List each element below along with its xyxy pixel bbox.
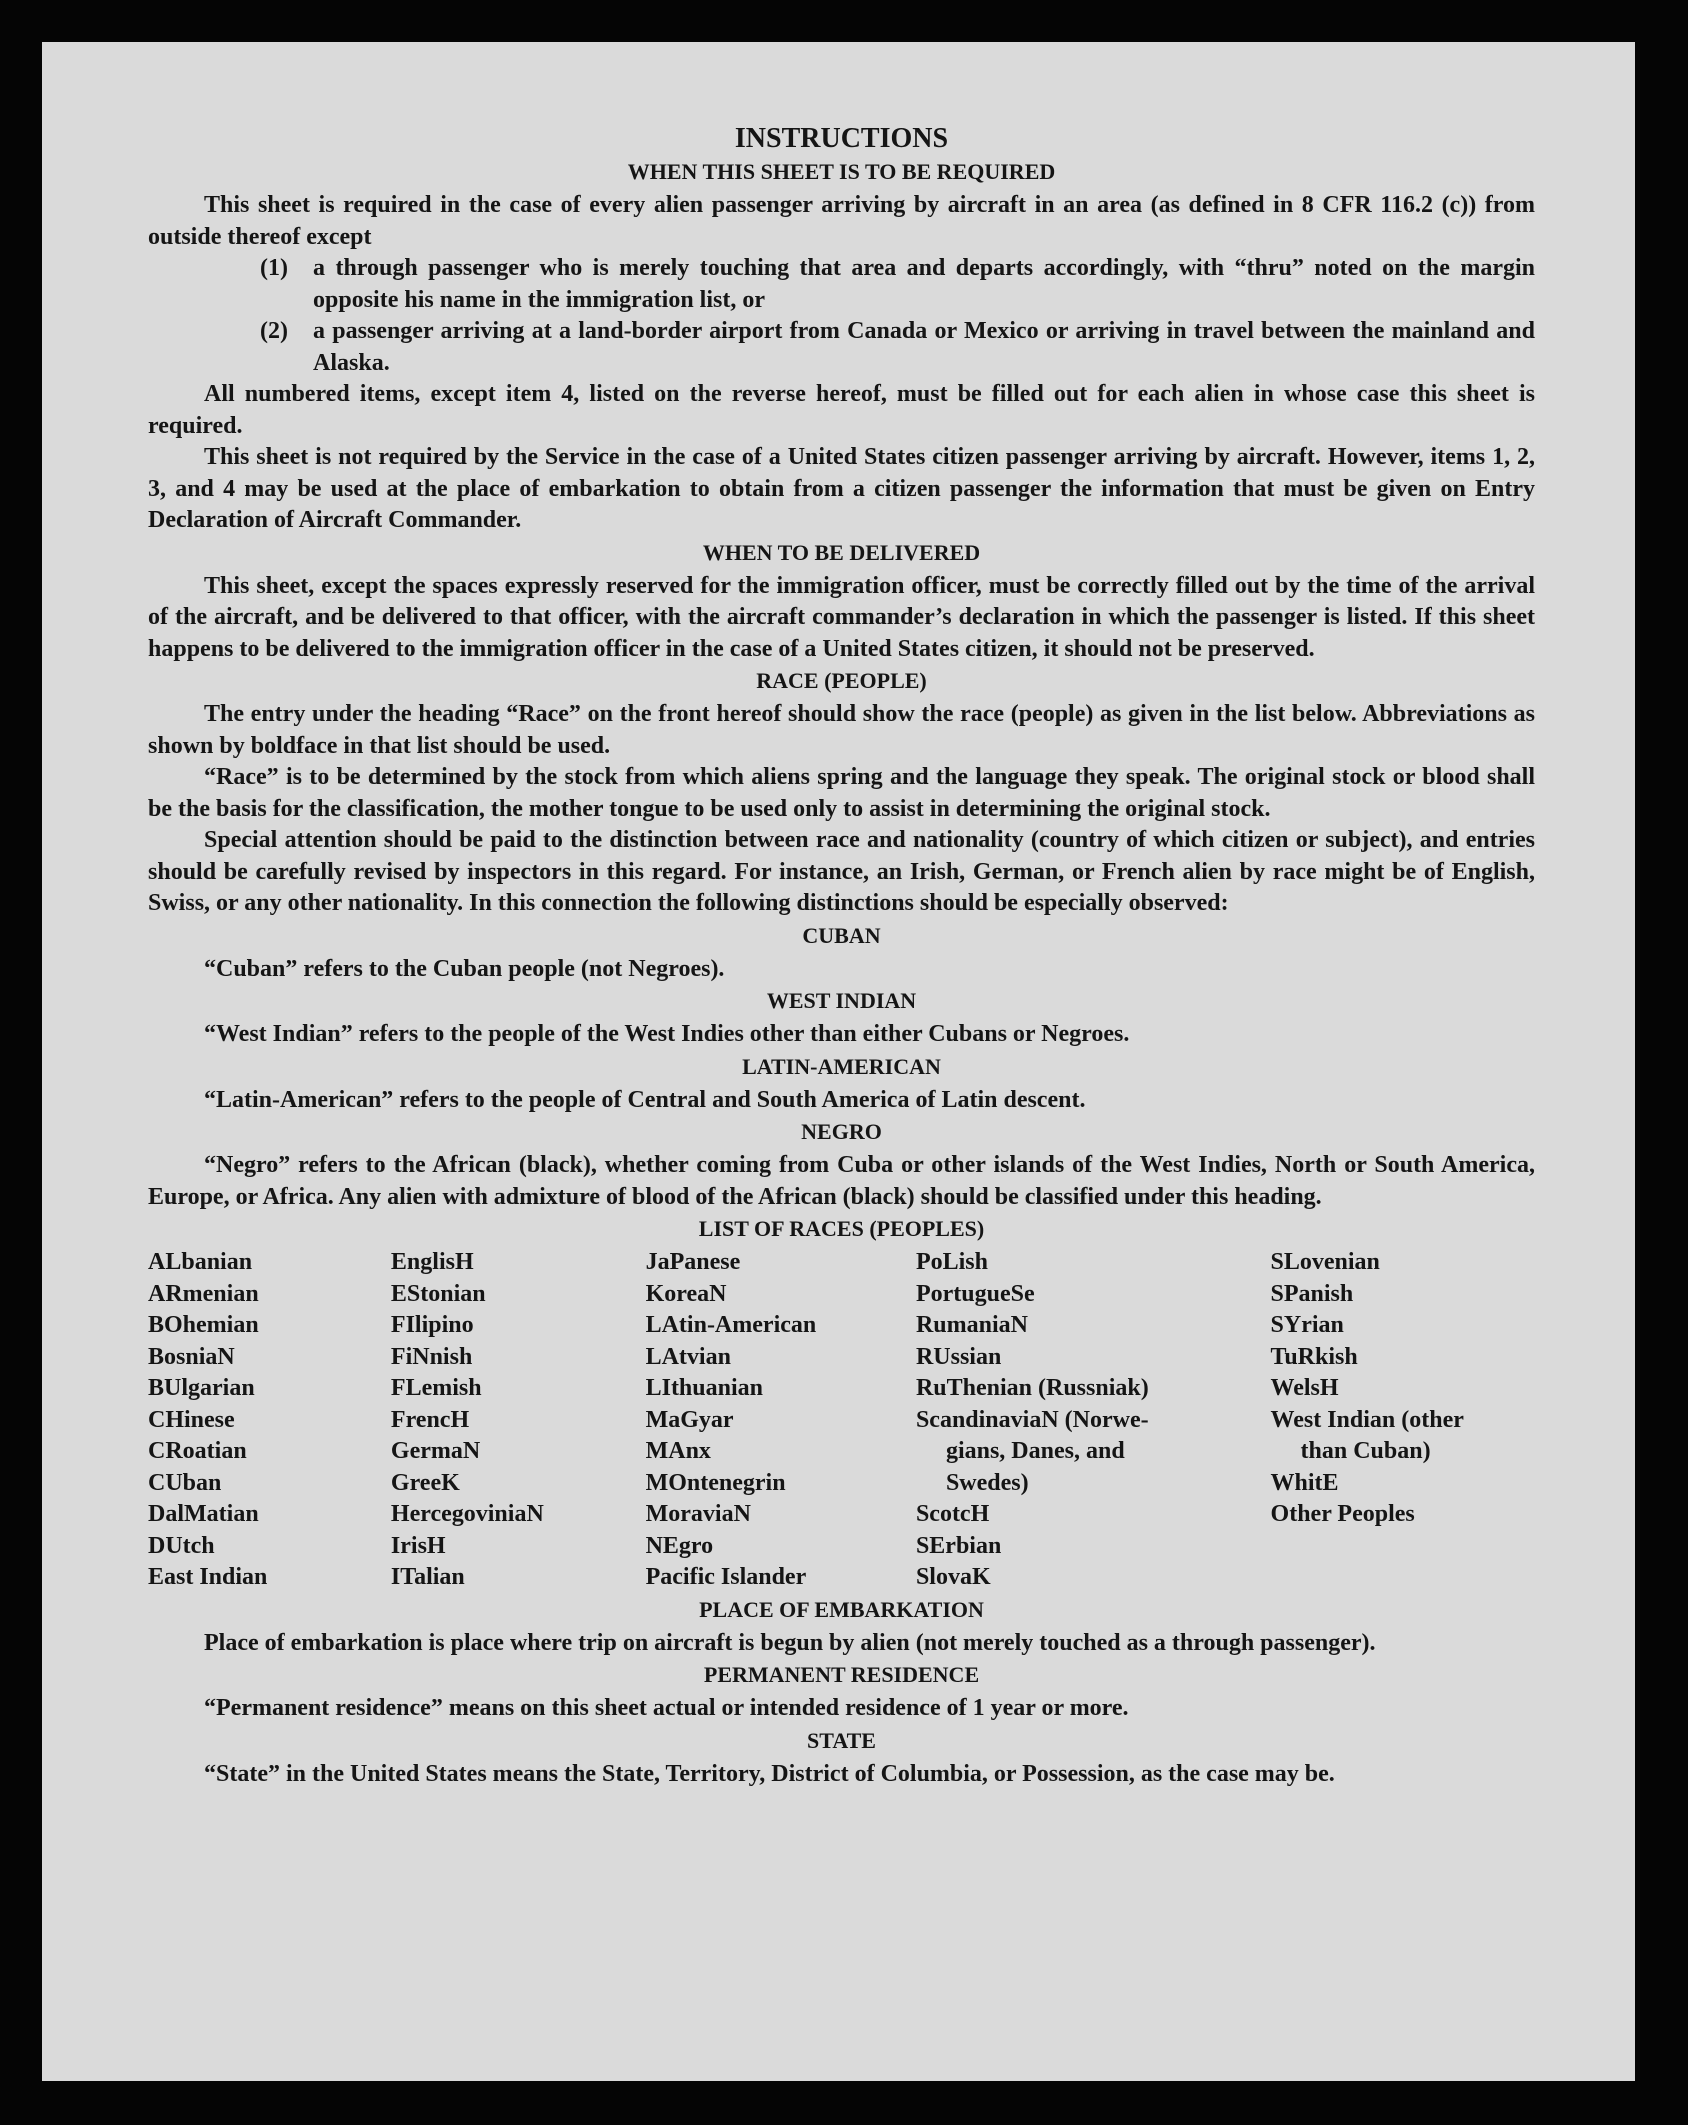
- heading-negro: NEGRO: [801, 1119, 882, 1144]
- race-entry: PoLish: [915, 1249, 988, 1275]
- state-text: “State” in the United States means the State, Territory, District of Columbia, or Possession, as the case may be.: [204, 1760, 1335, 1787]
- race-para-3: Special attention should be paid to the distinction between race and nationality (country of which citizen or subject), and entries should be carefully revised by inspectors in this regard. For instance, an Irish, German, or French alien by race might be of English, Swiss, or any other nationality. In this connection the following distinctions should be especially observed:: [148, 827, 1535, 916]
- race-entry: CHinese: [148, 1406, 235, 1433]
- race-entry: RUssian: [915, 1343, 1002, 1370]
- heading-race: RACE (PEOPLE): [756, 668, 927, 693]
- race-entry: ScandinaviaN (Norwe-: [915, 1406, 1149, 1433]
- race-entry: BUlgarian: [148, 1375, 255, 1401]
- required-intro: This sheet is required in the case of every alien passenger arriving by aircraft in an area (as defined in 8 CFR 116.2 (c)) from outside thereof except: [148, 192, 1535, 250]
- race-entry: HercegoviniaN: [390, 1501, 544, 1527]
- race-entry: Swedes): [945, 1469, 1029, 1496]
- race-entry: West Indian (other: [1270, 1406, 1464, 1433]
- race-entry: SlovaK: [915, 1564, 991, 1590]
- race-entry: SLovenian: [1270, 1249, 1380, 1275]
- heading-state: STATE: [807, 1727, 876, 1753]
- exception-text: a through passenger who is merely touching that area and departs accordingly, with “thru” noted on the margin opposite his name in the immigration list, or: [313, 255, 1535, 313]
- page-title: INSTRUCTIONS: [734, 123, 949, 154]
- required-para-citizen: This sheet is not required by the Service in the case of a United States citizen passenger arriving by aircraft. However, items 1, 2, 3, and 4 may be used at the place of embarkation to obtain from a citizen passenger the information that must be given on Entry Declaration of Aircraft Commander.: [148, 444, 1535, 533]
- race-entry: SErbian: [915, 1532, 1002, 1559]
- race-entry: MoraviaN: [645, 1501, 751, 1527]
- cuban-text: “Cuban” refers to the Cuban people (not Negroes).: [204, 955, 725, 982]
- race-entry: MAnx: [645, 1438, 711, 1464]
- race-entry: GreeK: [390, 1469, 460, 1496]
- exception-item: [148, 253, 1535, 316]
- races-column: [1271, 1247, 1535, 1594]
- race-entry: EnglisH: [390, 1249, 474, 1275]
- race-entry: ALbanian: [148, 1249, 253, 1275]
- race-entry: Pacific Islander: [645, 1564, 807, 1590]
- exception-text: a passenger arriving at a land-border airport from Canada or Mexico or arriving in travel between the mainland and Alaska.: [313, 318, 1535, 376]
- race-entry: LAtin-American: [645, 1312, 817, 1338]
- heading-cuban: CUBAN: [802, 922, 881, 948]
- residence-text: “Permanent residence” means on this sheet actual or intended residence of 1 year or more.: [204, 1695, 1129, 1721]
- race-entry: Other Peoples: [1270, 1501, 1415, 1527]
- race-entry: KoreaN: [645, 1280, 727, 1307]
- race-entry: East Indian: [148, 1564, 268, 1590]
- race-entry: SYrian: [1270, 1312, 1344, 1338]
- instruction-sheet: [42, 42, 1635, 2081]
- heading-place-of-embarkation: PLACE OF EMBARKATION: [699, 1596, 984, 1622]
- race-para-1: The entry under the heading “Race” on the front hereof should show the race (people) as given in the list below. Abbreviations as shown by boldface in that list should be used.: [148, 701, 1535, 759]
- race-entry: ARmenian: [148, 1280, 259, 1307]
- embarkation-text: Place of embarkation is place where trip on aircraft is begun by alien (not merely touched as a through passenger).: [204, 1629, 1376, 1656]
- race-para-2: “Race” is to be determined by the stock from which aliens spring and the language they speak. The original stock or blood shall be the basis for the classification, the mother tongue to be used only to assist in determining the original stock.: [148, 764, 1535, 822]
- race-entry: FiNnish: [390, 1343, 473, 1370]
- race-entry: RuThenian (Russniak): [915, 1375, 1149, 1401]
- latin-american-text: “Latin-American” refers to the people of Central and South America of Latin descent.: [204, 1086, 1086, 1113]
- race-entry: NEgro: [645, 1532, 714, 1559]
- race-entry: LAtvian: [645, 1343, 731, 1370]
- exception-number: (2): [260, 318, 288, 344]
- races-column: [646, 1247, 916, 1594]
- race-entry: LIthuanian: [645, 1375, 763, 1401]
- race-entry: CRoatian: [148, 1438, 247, 1464]
- race-entry: gians, Danes, and: [945, 1438, 1125, 1464]
- race-entry: ITalian: [390, 1564, 465, 1590]
- race-entry: SPanish: [1270, 1280, 1354, 1307]
- race-entry: JaPanese: [645, 1249, 741, 1275]
- delivered-text: This sheet, except the spaces expressly reserved for the immigration officer, must be correctly filled out by the time of the arrival of the aircraft, and be delivered to that officer, with the aircraft commander’s declaration in which the passenger is listed. If this sheet happens to be delivered to the immigration officer in the case of a United States citizen, it should not be preserved.: [148, 572, 1535, 662]
- negro-text: “Negro” refers to the African (black), whether coming from Cuba or other islands of the West Indies, North or South America, Europe, or Africa. Any alien with admixture of blood of the African (black) should be classified under this heading.: [148, 1152, 1535, 1210]
- races-column: [148, 1247, 391, 1594]
- races-list: [148, 1247, 1535, 1594]
- race-entry: IrisH: [390, 1532, 446, 1559]
- exception-item: [148, 316, 1535, 379]
- race-entry: PortugueSe: [915, 1280, 1035, 1307]
- race-entry: DalMatian: [148, 1501, 259, 1527]
- race-entry: DUtch: [148, 1532, 215, 1559]
- race-entry: WelsH: [1270, 1375, 1339, 1401]
- race-entry: RumaniaN: [915, 1312, 1028, 1338]
- heading-latin-american: LATIN-AMERICAN: [742, 1053, 941, 1079]
- race-entry: BosniaN: [148, 1343, 235, 1370]
- heading-permanent-residence: PERMANENT RESIDENCE: [703, 1662, 980, 1687]
- race-entry: MOntenegrin: [645, 1469, 786, 1496]
- race-entry: than Cuban): [1300, 1438, 1431, 1464]
- heading-west-indian: WEST INDIAN: [766, 988, 917, 1013]
- race-entry: FIlipino: [390, 1312, 474, 1338]
- race-entry: GermaN: [390, 1438, 481, 1464]
- races-column: [916, 1247, 1271, 1594]
- races-column: [391, 1247, 646, 1594]
- race-entry: EStonian: [390, 1280, 486, 1307]
- required-para-items: All numbered items, except item 4, listed on the reverse hereof, must be filled out for each alien in whose case this sheet is required.: [148, 381, 1535, 439]
- heading-when-delivered: WHEN TO BE DELIVERED: [702, 539, 981, 565]
- race-entry: ScotcH: [915, 1501, 990, 1527]
- race-entry: CUban: [148, 1469, 222, 1496]
- heading-when-required: WHEN THIS SHEET IS TO BE REQUIRED: [627, 159, 1056, 184]
- race-entry: BOhemian: [148, 1312, 259, 1338]
- race-entry: FrencH: [390, 1406, 470, 1433]
- exception-number: (1): [260, 255, 288, 281]
- race-entry: FLemish: [390, 1375, 482, 1401]
- heading-list-of-races: LIST OF RACES (PEOPLES): [698, 1216, 985, 1241]
- race-entry: WhitE: [1270, 1469, 1339, 1496]
- race-entry: MaGyar: [645, 1406, 734, 1433]
- west-indian-text: “West Indian” refers to the people of the West Indies other than either Cubans or Negroes.: [204, 1021, 1130, 1047]
- race-entry: TuRkish: [1270, 1343, 1358, 1370]
